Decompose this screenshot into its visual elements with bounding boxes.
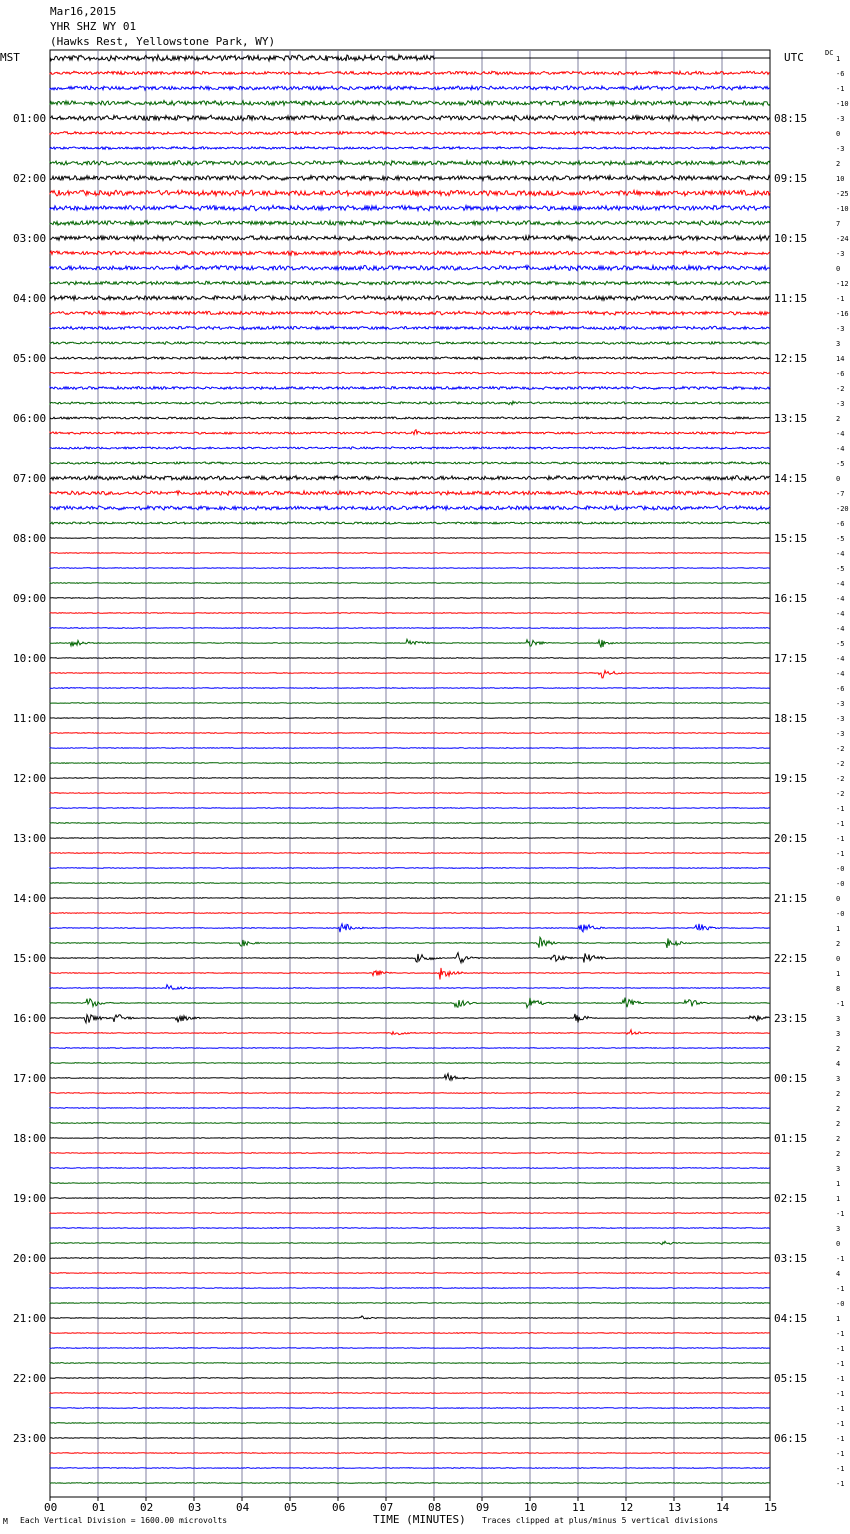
dc-offset-label: 2 [836,1120,841,1128]
dc-offset-label: 1 [836,970,841,978]
trace-row [50,703,770,704]
utc-hour-label: 18:15 [774,712,808,725]
location-label: (Hawks Rest, Yellowstone Park, WY) [50,35,276,48]
mst-hour-label: 01:00 [13,112,47,125]
dc-offset-label: -1 [836,805,845,813]
trace-row [50,553,770,554]
x-tick-label: 01 [92,1501,106,1514]
mst-hour-label: 05:00 [13,352,47,365]
dc-offset-label: -5 [836,565,845,573]
mst-hour-label: 09:00 [13,592,47,605]
dc-offset-label: 3 [836,1165,841,1173]
dc-offset-label: -5 [836,640,845,648]
trace-row [50,205,770,210]
trace-row [50,430,770,435]
dc-offset-label: -1 [836,1375,845,1383]
trace-row [50,1241,770,1244]
utc-hour-label: 23:15 [774,1012,808,1025]
utc-hour-label: 02:15 [774,1192,808,1205]
trace-row [50,71,770,75]
trace-row [50,1333,770,1334]
dc-offset-label: 0 [836,475,841,483]
x-tick-label: 05 [284,1501,298,1514]
trace-row [50,937,770,948]
trace-row [50,1423,770,1424]
x-tick-label: 04 [236,1501,250,1514]
trace-row [50,808,770,809]
dc-offset-label: -1 [836,1255,845,1263]
x-axis-ticks [44,1497,777,1514]
mst-hour-label: 08:00 [13,532,47,545]
dc-offset-label: -3 [836,250,845,258]
x-tick-label: 00 [44,1501,58,1514]
trace-row [50,853,770,854]
mst-hour-label: 19:00 [13,1192,47,1205]
dc-offset-label: 2 [836,1150,841,1158]
trace-row [50,985,770,990]
x-tick-label: 07 [380,1501,394,1514]
utc-hour-label: 06:15 [774,1432,808,1445]
trace-row [50,147,770,150]
dc-offset-label: -4 [836,430,845,438]
utc-hour-label: 15:15 [774,532,808,545]
x-tick-label: 15 [764,1501,778,1514]
date-label: Mar16,2015 [50,5,117,18]
utc-hour-label: 01:15 [774,1132,808,1145]
dc-offset-label: -10 [836,205,849,213]
dc-offset-label: 2 [836,415,841,423]
dc-offset-label: 7 [836,220,841,228]
utc-hour-label: 04:15 [774,1312,808,1325]
x-axis-label: TIME (MINUTES) [373,1513,466,1526]
trace-row [50,1183,770,1184]
utc-hour-labels [774,112,807,1445]
trace-row [50,583,770,584]
trace-row [50,236,770,241]
trace-row [50,1093,770,1094]
trace-row [50,1048,770,1049]
mst-axis-title: MST [0,51,20,64]
dc-offset-label: -3 [836,325,845,333]
dc-offset-label: -6 [836,70,845,78]
utc-axis-title: UTC [784,51,804,64]
dc-offset-label: 2 [836,160,841,168]
dc-offset-label: 1 [836,1315,841,1323]
dc-offset-label: -1 [836,295,845,303]
trace-row [50,1363,770,1364]
x-tick-label: 08 [428,1501,442,1514]
dc-offset-label: 2 [836,1105,841,1113]
x-tick-label: 10 [524,1501,538,1514]
utc-hour-label: 00:15 [774,1072,808,1085]
dc-offset-label: -20 [836,505,849,513]
trace-row [50,1273,770,1274]
dc-offset-labels [836,55,849,1488]
dc-offset-label: -4 [836,670,845,678]
utc-hour-label: 13:15 [774,412,808,425]
trace-row [50,387,770,390]
utc-hour-label: 20:15 [774,832,808,845]
x-tick-label: 13 [668,1501,682,1514]
trace-row [50,998,770,1008]
dc-offset-label: -4 [836,445,845,453]
trace-row [50,1228,770,1229]
dc-offset-label: 3 [836,340,841,348]
mst-hour-label: 14:00 [13,892,47,905]
dc-offset-label: -3 [836,400,845,408]
trace-row [50,823,770,824]
mst-hour-label: 17:00 [13,1072,47,1085]
utc-hour-label: 12:15 [774,352,808,365]
x-tick-label: 14 [716,1501,730,1514]
mst-hour-label: 20:00 [13,1252,47,1265]
mst-hour-label: 13:00 [13,832,47,845]
trace-row [50,1408,770,1409]
trace-row [50,176,770,181]
trace-row [50,1258,770,1259]
dc-offset-label: -3 [836,145,845,153]
trace-row [50,522,770,524]
dc-offset-label: -7 [836,490,845,498]
dc-offset-label: 2 [836,940,841,948]
dc-offset-label: -1 [836,1330,845,1338]
trace-row [50,417,770,419]
dc-offset-label: -2 [836,775,845,783]
trace-row [50,613,770,614]
trace-row [50,968,770,980]
utc-hour-label: 10:15 [774,232,808,245]
trace-row [50,868,770,869]
dc-offset-label: 0 [836,1240,841,1248]
dc-offset-label: -1 [836,85,845,93]
trace-row [50,1468,770,1469]
dc-offset-label: -5 [836,535,845,543]
dc-offset-label: -12 [836,280,849,288]
mst-hour-label: 04:00 [13,292,47,305]
trace-row [50,778,770,779]
dc-offset-label: 0 [836,130,841,138]
dc-offset-label: -4 [836,610,845,618]
dc-offset-label: -3 [836,730,845,738]
trace-row [50,342,770,345]
trace-row [50,1108,770,1109]
trace-row [50,476,770,481]
utc-hour-label: 19:15 [774,772,808,785]
trace-row [50,1063,770,1064]
dc-offset-label: 3 [836,1030,841,1038]
dc-offset-label: -1 [836,1285,845,1293]
trace-row [50,671,770,678]
dc-offset-label: 10 [836,175,845,183]
mst-hour-label: 11:00 [13,712,47,725]
trace-row [50,1198,770,1199]
trace-row [50,883,770,884]
dc-offset-label: -1 [836,1450,845,1458]
trace-row [50,132,770,135]
dc-offset-label: -1 [836,1345,845,1353]
dc-offset-label: 2 [836,1090,841,1098]
mst-hour-label: 16:00 [13,1012,47,1025]
clip-note: Traces clipped at plus/minus 5 vertical divisions [482,1516,719,1525]
trace-row [50,718,770,719]
dc-offset-label: 0 [836,895,841,903]
dc-offset-label: -0 [836,910,845,918]
dc-offset-label: -0 [836,880,845,888]
trace-row [50,658,770,659]
dc-offset-label: 3 [836,1225,841,1233]
dc-offset-label: 2 [836,1135,841,1143]
mst-hour-label: 03:00 [13,232,47,245]
x-tick-label: 11 [572,1501,586,1514]
trace-row [50,161,770,166]
trace-row [50,1288,770,1289]
trace-row [50,1030,770,1035]
utc-hour-label: 21:15 [774,892,808,905]
trace-row [50,568,770,569]
trace-row [50,838,770,839]
dc-offset-label: -4 [836,550,845,558]
trace-row [50,372,770,374]
dc-offset-label: -4 [836,580,845,588]
mst-hour-label: 10:00 [13,652,47,665]
dc-offset-label: -1 [836,1210,845,1218]
trace-row [50,1168,770,1169]
trace-row [50,357,770,360]
trace-row [50,1074,770,1081]
utc-hour-label: 03:15 [774,1252,808,1265]
dc-offset-label: 1 [836,55,841,63]
dc-offset-label: -6 [836,370,845,378]
utc-hour-label: 11:15 [774,292,808,305]
mst-hour-label: 21:00 [13,1312,47,1325]
dc-offset-label: 4 [836,1060,841,1068]
mst-hour-label: 12:00 [13,772,47,785]
trace-row [50,251,770,255]
trace-row [50,1303,770,1304]
trace-row [50,1378,770,1379]
dc-offset-label: 8 [836,985,841,993]
dc-offset-label: 1 [836,1180,841,1188]
utc-hour-label: 16:15 [774,592,808,605]
trace-row [50,101,770,106]
dc-offset-label: 4 [836,1270,841,1278]
dc-offset-label: -4 [836,655,845,663]
trace-row [50,748,770,749]
dc-offset-label: -2 [836,790,845,798]
trace-row [50,763,770,764]
seismic-traces [50,55,770,1483]
dc-offset-label: -4 [836,625,845,633]
trace-row [50,296,770,301]
dc-offset-label: -1 [836,1465,845,1473]
utc-hour-label: 17:15 [774,652,808,665]
dc-offset-label: -3 [836,700,845,708]
trace-row [50,639,770,647]
trace-row [50,793,770,794]
trace-row [50,401,770,404]
dc-offset-label: 3 [836,1075,841,1083]
mst-hour-labels [13,112,46,1445]
trace-row [50,1393,770,1394]
trace-row [50,86,770,90]
x-tick-label: 09 [476,1501,490,1514]
utc-hour-label: 09:15 [774,172,808,185]
station-label: YHR SHZ WY 01 [50,20,137,33]
trace-row [50,924,770,932]
trace-row [50,1138,770,1139]
trace-row [50,491,770,495]
dc-offset-label: -6 [836,685,845,693]
dc-offset-label: -1 [836,835,845,843]
trace-row [50,326,770,329]
trace-row [50,1014,770,1023]
mst-hour-label: 07:00 [13,472,47,485]
trace-row [50,1123,770,1124]
trace-row [50,598,770,599]
mst-hour-label: 18:00 [13,1132,47,1145]
dc-axis-title: DC [825,49,834,57]
trace-row [50,953,770,963]
dc-offset-label: -16 [836,310,849,318]
trace-row [50,1438,770,1439]
scale-mark: M [3,1517,8,1526]
mst-hour-label: 23:00 [13,1432,47,1445]
trace-row [50,1213,770,1214]
mst-hour-label: 15:00 [13,952,47,965]
dc-offset-label: 0 [836,265,841,273]
trace-row [50,538,770,539]
trace-row [50,913,770,914]
trace-row [50,1316,770,1319]
dc-offset-label: 0 [836,955,841,963]
x-tick-label: 06 [332,1501,346,1514]
dc-offset-label: 3 [836,1015,841,1023]
dc-offset-label: -24 [836,235,849,243]
dc-offset-label: 2 [836,1045,841,1053]
dc-offset-label: 1 [836,1195,841,1203]
dc-offset-label: -25 [836,190,849,198]
trace-row [50,628,770,629]
scale-note: Each Vertical Division = 1600.00 microvolts [20,1516,228,1525]
x-tick-label: 02 [140,1501,154,1514]
utc-hour-label: 22:15 [774,952,808,965]
dc-offset-label: -2 [836,745,845,753]
trace-row [50,733,770,734]
trace-row [50,506,770,510]
dc-offset-label: -6 [836,520,845,528]
dc-offset-label: -5 [836,460,845,468]
trace-row [50,688,770,689]
dc-offset-label: 14 [836,355,845,363]
trace-row [50,281,770,285]
dc-offset-label: -1 [836,1000,845,1008]
trace-row [50,311,770,315]
dc-offset-label: -0 [836,865,845,873]
dc-offset-label: -1 [836,820,845,828]
mst-hour-label: 22:00 [13,1372,47,1385]
mst-hour-label: 02:00 [13,172,47,185]
x-tick-label: 12 [620,1501,634,1514]
trace-row [50,447,770,449]
dc-offset-label: -1 [836,1420,845,1428]
utc-hour-label: 05:15 [774,1372,808,1385]
dc-offset-label: -2 [836,385,845,393]
dc-offset-label: -1 [836,1390,845,1398]
trace-row [50,115,770,120]
trace-row [50,221,770,226]
utc-hour-label: 14:15 [774,472,808,485]
dc-offset-label: -1 [836,1405,845,1413]
dc-offset-label: -10 [836,100,849,108]
trace-row [50,265,770,270]
trace-row [50,55,770,61]
dc-offset-label: -1 [836,1360,845,1368]
dc-offset-label: -4 [836,595,845,603]
trace-row [50,462,770,464]
dc-offset-label: -3 [836,115,845,123]
dc-offset-label: 1 [836,925,841,933]
trace-row [50,1153,770,1154]
dc-offset-label: -1 [836,1435,845,1443]
trace-row [50,1453,770,1454]
mst-hour-label: 06:00 [13,412,47,425]
trace-row [50,898,770,899]
utc-hour-label: 08:15 [774,112,808,125]
dc-offset-label: -2 [836,760,845,768]
dc-offset-label: -0 [836,1300,845,1308]
trace-row [50,1483,770,1484]
dc-offset-label: -1 [836,1480,845,1488]
dc-offset-label: -3 [836,715,845,723]
trace-row [50,190,770,196]
trace-row [50,1348,770,1349]
x-tick-label: 03 [188,1501,202,1514]
dc-offset-label: -1 [836,850,845,858]
